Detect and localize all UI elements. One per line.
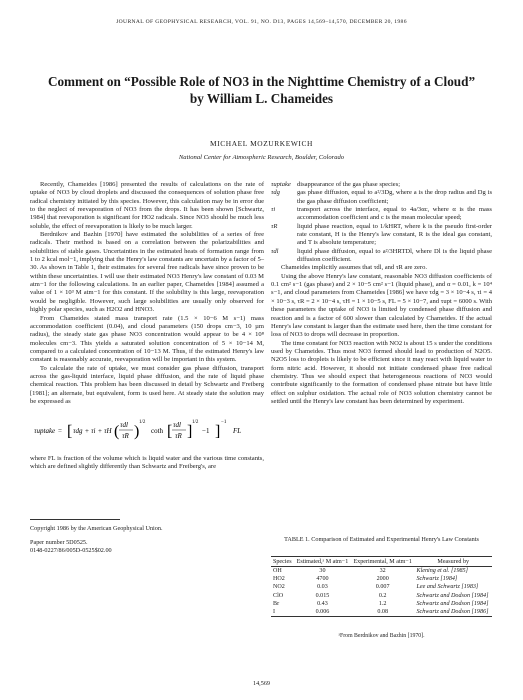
eq-frac2-num: τdl: [173, 421, 181, 429]
definition-text: transport across the interface, equal to 4a/3αc, where α is the mass accommodation coefficient and c is the mean molecular speed;: [297, 206, 492, 222]
eq-paren-open: (: [114, 423, 120, 440]
table-cell: Lee and Schwartz [1983]: [416, 584, 479, 591]
eq-lhs: τuptake: [34, 427, 56, 435]
henry-law-table: [271, 556, 492, 617]
table-cell: OH: [273, 568, 282, 574]
table-cell: 30: [319, 568, 326, 574]
paragraph: Using the above Henry's law constant, reasonable NO3 diffusion coefficients of 0.1 cm² s−1 (gas phase) and 2 × 10−5 cm² s−1 (liquid phase), and α = 0.01, k = 10⁴ s−1, and cloud parameters from Chameides [1986] we have τdg = 3 × 10−4 s, τi = 4 × 10−3 s, τR = 2 × 10−4 s, τH = 1 × 10−5 s, FL = 5 × 10−7, and τupt = 6000 s. With these parameters the uptake of NO3 is limited by condensed phase diffusion and reaction and is a factor of 600 slower than calculated by Chameides. If the actual Henry's law constant is larger than the estimate used here, then the time constant for loss of NO3 to drops will decrease in proportion.: [271, 272, 492, 339]
definition-text: gas phase diffusion, equal to a²/3Dg, where a is the drop radius and Dg is the gas phase diffusion coefficient;: [297, 189, 492, 205]
table-row: [271, 583, 492, 591]
author-affiliation: National Center for Atmospheric Research, Boulder, Colorado: [178, 154, 345, 161]
table-cell: 0.03: [317, 584, 328, 591]
eq-frac1-num: τdl: [120, 421, 128, 429]
definition-symbol: τdl: [271, 247, 279, 255]
paragraph: Chameides implicitly assumes that τdl, and τR are zero.: [281, 264, 427, 272]
table-cell: 0.006: [294, 608, 351, 617]
eq-equals: =: [58, 427, 62, 435]
table-cell: 4700: [316, 576, 329, 583]
table-header-species: Species: [271, 557, 294, 567]
eq-frac2-den: τR: [175, 432, 182, 440]
table-cell: NO2: [273, 584, 285, 591]
table-cell: I: [271, 608, 294, 617]
table-cell: Schwartz and Dodson [1984]: [416, 592, 489, 599]
eq-tdg: τdg: [73, 427, 83, 435]
title-line-1: Comment on “Possible Role of NO3 in the Nighttime Chemistry of a Cloud”: [47, 74, 476, 89]
table-row: [271, 567, 492, 576]
definition-item: [271, 189, 492, 206]
left-column: [30, 181, 264, 406]
author-name: MICHAEL MOZURKEWICH: [210, 139, 313, 148]
definition-symbol: τdg: [271, 189, 280, 197]
eq-exp-neg-one: −1: [221, 420, 227, 425]
definition-item: [271, 248, 492, 265]
definition-text: disappearance of the gas phase species;: [297, 181, 401, 188]
right-column: [271, 181, 492, 406]
table-cell: Schwartz [1984]: [416, 576, 458, 583]
paragraph: The time constant for NO3 reaction with NO2 is about 15 s under the conditions used by Chameides. Thus most NO3 formed should lead to production of N2O5. N2O5 loss to droplets is likely to be efficient since it may react with liquid water to form nitric acid. However, it should not initiate condensed phase free radical chemistry. Thus we should expect that heterogeneous reactions of NO3 would contribute significantly to the formation of condensed phase nitrate but have little effect on sulphur oxidation. The actual role of NO3 solution chemistry cannot be settled until the Henry's law constant has been determined by experiment.: [271, 339, 492, 405]
definition-item: [271, 223, 492, 248]
eq-exp-half-1: 1/2: [139, 420, 146, 425]
eq-frac1-den: τR: [122, 432, 129, 440]
eq-plus-1: +: [85, 427, 89, 435]
paragraph: Berdnikov and Bazhin [1970] have estimated the solubilities of a series of free radicals. Their method is based on a correlation between the polarizabilities and solubilities of stable gases. Uncertainties in the estimated heats of formation range from 1 to 2 kcal mol−1, implying that the Henry's law constants are uncertain by a factor of 5–30. As shown in Table 1, their estimates for several free radicals have since proven to be within these uncertainties. I will use their estimated NO3 Henry's law constant of 0.03 M atm−1 for the following calculations. In an earlier paper, Chameides [1984] assumed a value of 1 × 10³ M atm−1 for this constant. If the solubility is this large, reevaporation would be negligible. However, such large solubilities are usually only observed for highly polar species, such as H2O2 and HNO3.: [30, 231, 264, 314]
table-cell: 2000: [376, 576, 389, 583]
definition-symbol: τuptake: [271, 181, 291, 188]
table-cell: Br: [273, 600, 280, 607]
definition-item: [271, 181, 492, 189]
eq-plus-2: +: [98, 427, 102, 435]
running-head: JOURNAL OF GEOPHYSICAL RESEARCH, VOL. 91, NO. D13, PAGES 14,569–14,570, DECEMBER 20, 1986: [116, 19, 407, 25]
table-caption: TABLE 1. Comparison of Estimated and Experimental Henry's Law Constants: [284, 536, 479, 543]
page-number: 14,569: [252, 680, 270, 687]
paragraph: From Chameides stated mass transport rate (1.5 × 10−6 M s−1) mass accommodation coefficient (0.04), and cloud parameters (150 drops cm−3, 10 µm radius), the steady state gas phase NO3 concentration would appear to be 4 × 10⁸ molecules cm−3. This yields a saturated solution concentration of 5 × 10−14 M, compared to a calculated concentration of 10−13 M. Thus, if the estimated Henry's law constant is reasonably accurate, reevaporation will be important in this system.: [30, 314, 264, 364]
table-cell: 0.015: [315, 592, 330, 599]
paragraph: Recently, Chameides [1986] presented the results of calculations on the rate of uptake of NO3 by cloud droplets and discussed the consequences of solution phase free radical chemistry initiated by this species. However, this calculation may be in error due to the neglect of reevaporation of NO3 from the drops. It has been shown [Schwartz, 1984] that reevaporation is significant for HO2 radicals. Since NO3 should be much less soluble, the effect of reevaporation is likely to be much larger.: [30, 181, 264, 230]
title-line-2: by William L. Chameides: [189, 90, 334, 106]
definition-symbol: τi: [271, 206, 276, 214]
paragraph: where FL is fraction of the volume which is liquid water and the various time constants, which are defined slightly differently than Schwartz and Freiberg's, are: [30, 455, 264, 471]
copyright-line: Copyright 1986 by the American Geophysical Union.: [30, 525, 163, 532]
eq-exp-half-2: 1/2: [192, 420, 199, 425]
table-cell: 32: [379, 568, 386, 574]
table-row: [271, 608, 492, 617]
eq-ti: τi: [91, 427, 96, 435]
table-cell: 1.2: [378, 600, 387, 607]
table-cell: 0.08: [351, 608, 415, 617]
table-header-row: [271, 557, 492, 567]
table-cell: 0.43: [317, 600, 328, 607]
left-column-continued: [30, 455, 264, 472]
uptake-equation: [34, 413, 264, 451]
eq-FL: FL: [233, 427, 242, 435]
definition-item: [271, 206, 492, 223]
table-header-estimated: Estimated,ᵃ M atm−1: [294, 557, 351, 567]
definition-list: [271, 181, 492, 264]
table-row: [271, 600, 492, 608]
issn-line: 0148-0227/86/005D-0525$02.00: [30, 547, 112, 554]
equation-graphic: [34, 413, 264, 451]
table-cell: Klening et al. [1985]: [416, 568, 468, 574]
table-footnote: ᵃFrom Berdnikov and Bazhin [1970].: [338, 633, 425, 639]
table-row: [271, 592, 492, 600]
paragraph: To calculate the rate of uptake, we must consider gas phase diffusion, transport across the gas-liquid interface, liquid phase diffusion, and the rate of liquid phase chemical reaction. This problem has been discussed in detail by Schwartz and Freiberg [1981]; an alternate, but equivalent, form is used here. At steady state the solution may be expressed as: [30, 364, 264, 405]
table-row: [271, 575, 492, 583]
definition-symbol: τR: [271, 222, 278, 230]
table-cell: Schwartz and Dodson [1986]: [415, 608, 493, 617]
eq-paren-close: ): [134, 423, 140, 440]
table-cell: Schwartz and Dodson [1984]: [416, 600, 489, 607]
copyright-block: [30, 525, 264, 555]
table-cell: HO2: [273, 576, 285, 583]
eq-minus-one: −1: [202, 427, 210, 435]
eq-tH: τH: [104, 427, 112, 435]
table-cell: 0.007: [375, 584, 390, 591]
definition-text: liquid phase reaction, equal to 1/kHRT, where k is the pseudo first-order rate constant, H is the Henry's law constant, R is the ideal gas constant, and T is absolute temperature;: [297, 222, 492, 247]
table-cell: ClO: [273, 592, 284, 599]
eq-bracket-open-2: [: [167, 423, 173, 440]
article-title: [30, 74, 493, 107]
eq-bracket-close: ]: [215, 423, 221, 440]
eq-coth: coth: [151, 427, 164, 435]
table-header-measured-by: Measured by: [415, 557, 493, 567]
eq-bracket-close-2: ]: [187, 423, 193, 440]
footer-rule: [30, 519, 120, 520]
table-header-experimental: Experimental, M atm−1: [351, 557, 415, 567]
table-cell: 0.2: [378, 592, 387, 599]
paper-number: Paper number 5D0525.: [30, 539, 88, 546]
definition-text: liquid phase diffusion, equal to a²/3HRTDl, where Dl is the liquid phase diffusion coefficient.: [297, 247, 492, 264]
eq-bracket-open: [: [67, 423, 73, 440]
